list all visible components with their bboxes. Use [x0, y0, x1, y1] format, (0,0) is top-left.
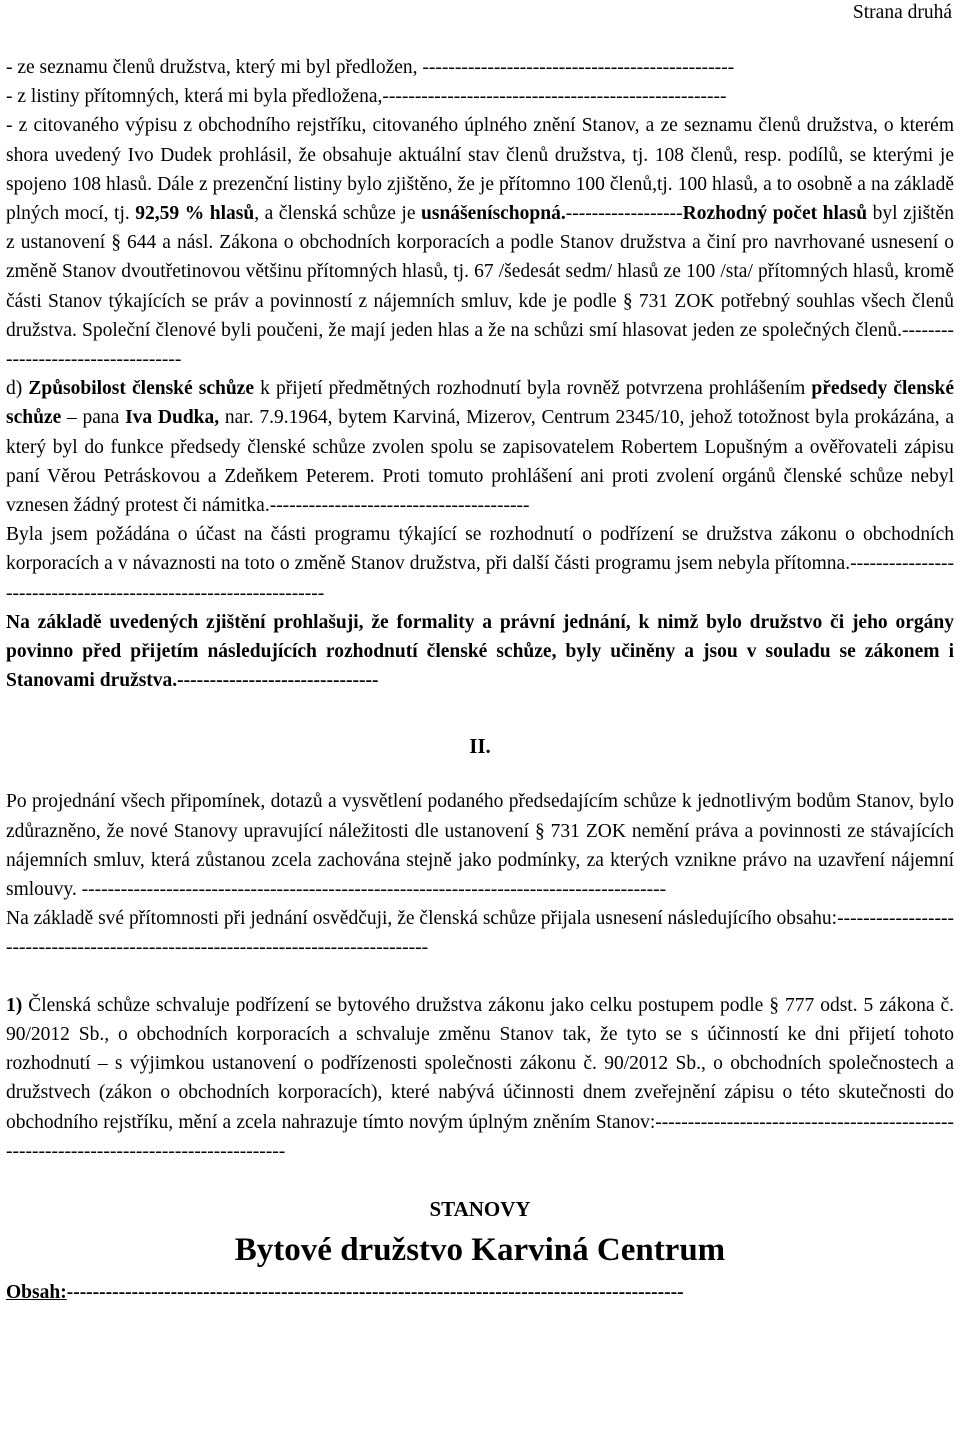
text-run: - z citovaného výpisu z obchodního rejstříku, citovaného úplného znění Stanov, a ze seznamu členů družstva, o kterém shora uvedený Ivo Dudek prohlásil, že obsahuje aktuální stav členů družstva, tj. 108 členů, resp. podílů, se kterými je spojeno 108 hlasů. Dále z prezenční listiny bylo zjištěno, že je přítomno 100 členů,tj. 100 hlasů, a to osobně a na základě plných mocí, tj.	[6, 115, 954, 225]
bold-quorum: usnášeníschopná.	[421, 203, 566, 225]
paragraph-register-extract	[6, 111, 954, 374]
paragraph-certification: Na základě své přítomnosti při jednání osvědčuji, že členská schůze přijala usnesení následujícího obsahu:-----------------------------------------------------------------------------------	[6, 908, 954, 959]
intro-line-members: - ze seznamu členů družstva, který mi byl předložen, ------------------------------------------------	[6, 57, 735, 78]
paragraph-discussion: Po projednání všech připomínek, dotazů a vysvětlení podaného předsedajícím schůze k jednotlivým bodům Stanov, bylo zdůrazněno, že nové Stanovy upravující náležitosti dle ustanovení § 731 ZOK nemění práva a povinnosti ze stávajících nájemních smluv, která zůstanou zcela zachována stejně jako podmínky, za kterých vznikne právo na uzavření nájemní smlouvy. ------------------------------------------------------------------------------------------	[6, 791, 954, 901]
text-run: k přijetí předmětných rozhodnutí byla rovněž potvrzena prohlášením	[254, 378, 812, 400]
intro-line-attendance: - z listiny přítomných, která mi byla předložena,-----------------------------------------------------	[6, 86, 727, 108]
paragraph-d-capacity	[6, 374, 954, 520]
section-heading-ii: II.	[469, 734, 491, 759]
cooperative-name: Bytové družstvo Karviná Centrum	[234, 1231, 726, 1268]
paragraph-resolution-1	[6, 991, 954, 1166]
text-run: byl zjištěn z ustanovení § 644 a násl. Zákona o obchodních korporacích a podle Stanov družstva a činí pro navrhované usnesení o změně Stanov dvoutřetinovou většinu přítomných hlasů, tj. 67 /šedesát sedm/ hlasů ze 100 /sta/ přítomných hlasů, kromě části Stanov týkajících se práv a povinností z nájemních smluv, kde je podle § 731 ZOK potřebný souhlas všech členů družstva. Společní členové byli poučeni, že mají jeden hlas a že na schůzi smí hlasovat jeden ze společných členů.-----------------------------------	[6, 203, 954, 371]
document-body	[6, 53, 954, 1306]
text-run: – pana	[61, 407, 126, 429]
contents-line	[6, 1280, 954, 1306]
text-run: Členská schůze schvaluje podřízení se bytového družstva zákonu jako celku postupem podle § 777 odst. 5 zákona č. 90/2012 Sb., o obchodních korporacích a schvaluje změnu Stanov tak, že tyto se s účinností ke dni přijetí tohoto rozhodnutí – s výjimkou ustanovení o podřízenosti společnosti zákonu č. 90/2012 Sb., o obchodních společnostech a družstvech (zákon o obchodních korporacích), které nabývá účinnosti dnem zveřejnění zápisu o této skutečnosti do obchodního rejstříku, mění a zcela nahrazuje tímto novým úplným zněním Stanov:-----------------------------------------------------------------------------------------	[6, 994, 954, 1162]
text-run: , a členská schůze je	[254, 203, 422, 225]
bold-decisive-votes: Rozhodný počet hlasů	[682, 203, 868, 225]
page-header-label: Strana druhá	[852, 2, 952, 23]
statutes-title: STANOVY	[429, 1196, 531, 1221]
spacer	[6, 963, 954, 991]
bold-capacity: Způsobilost členské schůze	[28, 378, 254, 400]
bold-chairman-name: Iva Dudka,	[125, 407, 220, 429]
bold-chairman: předsedy členské schůze	[6, 378, 955, 429]
contents-dashes: -----------------------------------------------------------------------------------------------	[66, 1281, 684, 1303]
paragraph-declaration: Na základě uvedených zjištění prohlašuji, že formality a právní jednání, k nimž bylo družstvo či jeho orgány povinno před přijetím následujících rozhodnutí členské schůze, byly učiněny a jsou v souladu se zákonem i Stanovami družstva.-------------------------------	[6, 611, 954, 692]
resolution-number: 1)	[6, 994, 23, 1016]
spacer	[6, 1166, 954, 1196]
bold-votes-percent: 92,59 % hlasů	[135, 203, 255, 225]
text-run: ------------------	[565, 203, 683, 225]
text-run: d)	[6, 378, 29, 400]
contents-label: Obsah:	[6, 1281, 67, 1303]
paragraph-participation: Byla jsem požádána o účast na části programu týkající se rozhodnutí o podřízení se družstva zákonu o obchodních korporacích a v návaznosti na toto o změně Stanov družstva, při další části programu jsem nebyla přítomna.-----------------------------------------------------------------	[6, 524, 954, 604]
text-run: nar. 7.9.1964, bytem Karviná, Mizerov, Centrum 2345/10, jehož totožnost byla prokázána, a který byl do funkce předsedy členské schůze zvolen spolu se zapisovatelem Robertem Lopušným a ověřovateli zápisu paní Věrou Petráskovou a Zdeňkem Peterem. Proti tomuto prohlášení ani proti zvolení orgánů členské schůze nebyl vznesen žádný protest či námitka.----------------------------------------	[6, 407, 954, 517]
